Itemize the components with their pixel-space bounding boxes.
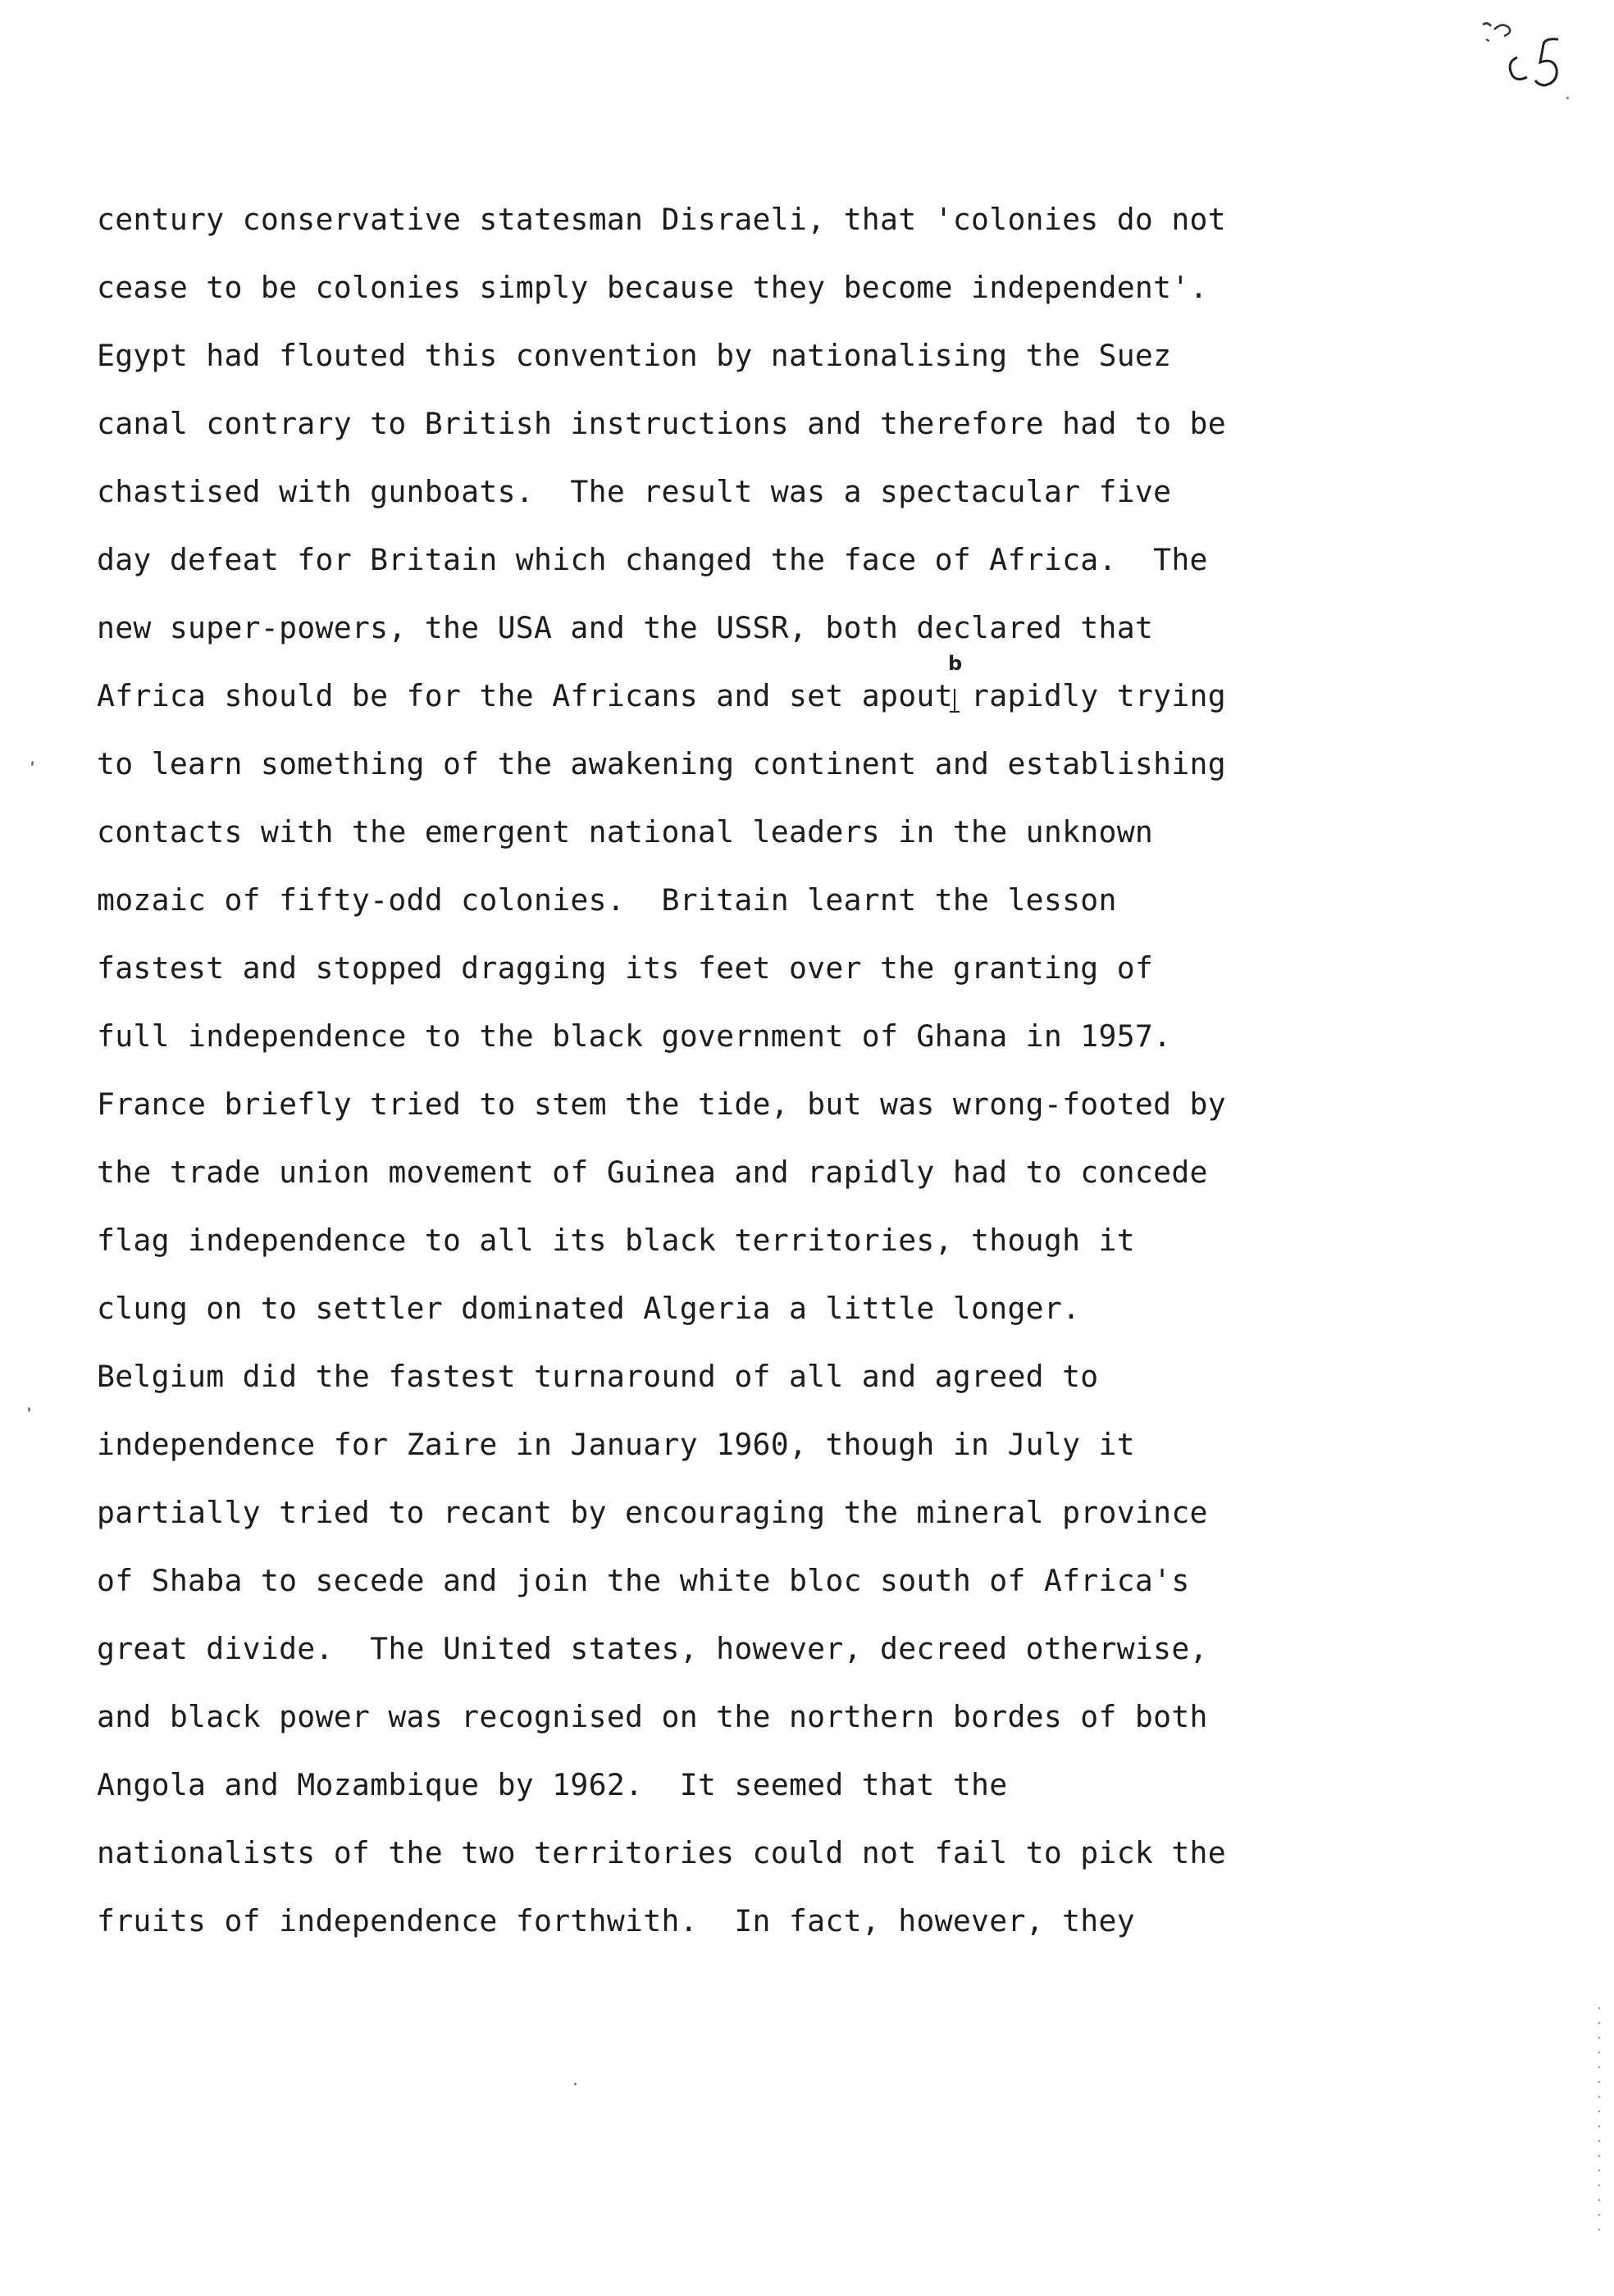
text-line: the trade union movement of Guinea and rapidly had to concede [97, 1155, 1208, 1190]
text-line: cease to be colonies simply because they become independent'. [97, 270, 1208, 305]
text-line: great divide. The United states, however, decreed otherwise, [97, 1631, 1208, 1666]
text-line: Africa should be for the Africans and set apout rapidly trying [97, 678, 1226, 713]
text-line: France briefly tried to stem the tide, but was wrong-footed by [97, 1086, 1226, 1122]
text-line: Egypt had flouted this convention by nationalising the Suez [97, 338, 1172, 373]
text-line: to learn something of the awakening continent and establishing [97, 746, 1226, 781]
text-line: flag independence to all its black territories, though it [97, 1223, 1135, 1258]
text-line: full independence to the black government of Ghana in 1957. [97, 1018, 1172, 1054]
text-line: mozaic of fifty-odd colonies. Britain learnt the lesson [97, 882, 1117, 918]
text-line: of Shaba to secede and join the white bloc south of Africa's [97, 1563, 1190, 1598]
text-line: chastised with gunboats. The result was a spectacular five [97, 474, 1172, 509]
text-line: day defeat for Britain which changed the face of Africa. The [97, 542, 1208, 577]
text-line: partially tried to recant by encouraging the mineral province [97, 1495, 1208, 1530]
scan-edge-dots [1598, 2001, 1601, 2230]
text-line: century conservative statesman Disraeli, that 'colonies do not [97, 202, 1226, 237]
text-line: new super-powers, the USA and the USSR, both declared that [97, 610, 1154, 645]
typed-text-block [97, 195, 1376, 1965]
text-line: canal contrary to British instructions and therefore had to be [97, 406, 1226, 441]
scan-speck [574, 2083, 577, 2085]
text-line: nationalists of the two territories could not fail to pick the [97, 1835, 1226, 1870]
text-line: contacts with the emergent national leaders in the unknown [97, 814, 1154, 850]
text-line: fastest and stopped dragging its feet over the granting of [97, 950, 1154, 986]
scan-speck [1566, 97, 1569, 99]
text-line: Angola and Mozambique by 1962. It seemed that the [97, 1767, 1008, 1802]
scan-speck [28, 1407, 30, 1412]
handwritten-page-number [1468, 15, 1591, 105]
text-line: and black power was recognised on the northern bordes of both [97, 1699, 1208, 1734]
text-line: fruits of independence forthwith. In fact, however, they [97, 1903, 1135, 1938]
text-line: independence for Zaire in January 1960, though in July it [97, 1427, 1135, 1462]
scan-speck [31, 761, 34, 766]
handwritten-correction: b [948, 652, 963, 675]
text-line: clung on to settler dominated Algeria a little longer. [97, 1291, 1081, 1326]
correction-caret-mark [946, 687, 963, 720]
text-line: Belgium did the fastest turnaround of all and agreed to [97, 1359, 1099, 1394]
